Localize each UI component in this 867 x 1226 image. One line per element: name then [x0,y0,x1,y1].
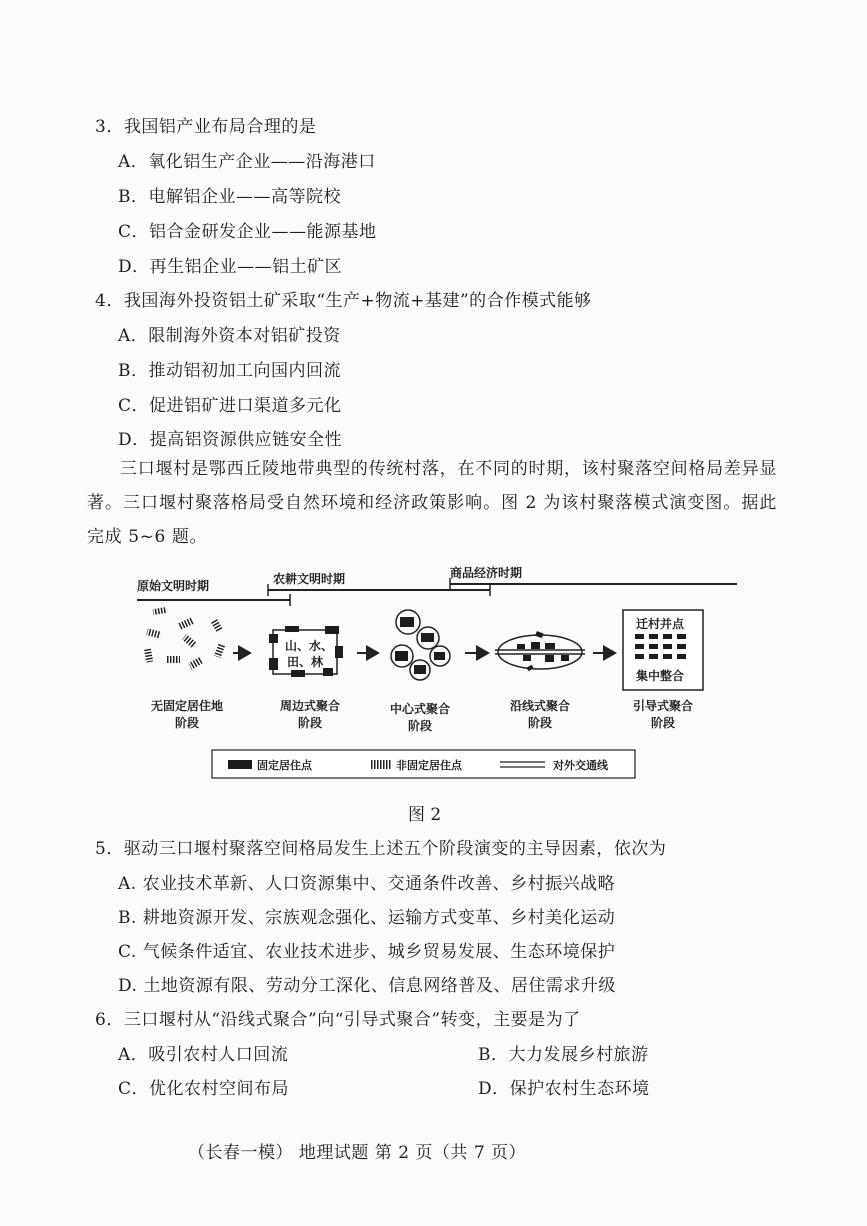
question-4-option-c: C．促进铝矿进口渠道多元化 [118,396,342,416]
question-5-stem: 5．驱动三口堰村聚落空间格局发生上述五个阶段演变的主导因素，依次为 [95,839,667,859]
question-4-option-d: D．提高铝资源供应链安全性 [118,430,343,450]
stage-4-linear-aggregation [495,631,585,671]
question-6-option-d: D．保护农村生态环境 [478,1079,650,1099]
page-footer: （长春一模） 地理试题 第 2 页（共 7 页） [188,1143,527,1163]
stage-5-label-line-1: 引导式聚合 [632,699,694,713]
center-label-line-2: 田、林 [287,655,324,669]
stage-2-perimeter-aggregation [269,626,343,677]
question-5-option-c: C. 气候条件适宜、农业技术进步、城乡贸易发展、生态环境保护 [118,942,616,962]
question-3-option-b: B．电解铝企业——高等院校 [118,187,341,207]
legend-nonfixed-swatch [370,760,392,769]
stage-5-label-line-2: 阶段 [650,716,676,730]
stage-3-label-line-2: 阶段 [407,719,433,733]
stage-2-label-line-1: 周边式聚合 [279,699,341,713]
stage-3-label-line-1: 中心式聚合 [389,702,451,716]
question-6-stem: 6．三口堰村从“沿线式聚合”向“引导式聚合”转变，主要是为了 [95,1010,581,1030]
figure-caption: 图 2 [408,805,442,825]
settlement-evolution-diagram [125,560,745,795]
stage-1-label-line-1: 无固定居住地 [150,699,224,713]
question-4-option-b: B．推动铝初加工向国内回流 [118,361,341,381]
stage-2-label-line-2: 阶段 [297,716,323,730]
question-6-option-a: A．吸引农村人口回流 [118,1045,289,1065]
question-4-stem: 4．我国海外投资铝土矿采取“生产+物流+基建”的合作模式能够 [95,291,592,311]
question-3-option-d: D．再生铝企业——铝土矿区 [118,257,343,277]
period-label-primitive: 原始文明时期 [137,579,210,593]
question-5-option-a: A. 农业技术革新、人口资源集中、交通条件改善、乡村振兴战略 [118,874,616,894]
box-label-bottom: 集中整合 [636,669,685,683]
material-paragraph: 三口堰村是鄂西丘陵地带典型的传统村落，在不同的时期，该村聚落空间格局差异显著。三口堰村聚落格局受自然环境和经济政策影响。图 2 为该村聚落模式演变图。据此完成 5~6 题。 [87,459,777,547]
stage-4-label-line-1: 沿线式聚合 [509,699,571,713]
legend-fixed-label: 固定居住点 [257,759,312,772]
period-label-commodity: 商品经济时期 [450,566,523,580]
question-6-option-b: B．大力发展乡村旅游 [478,1045,649,1065]
stage-4-label-line-2: 阶段 [527,716,553,730]
legend-transport-label: 对外交通线 [553,759,608,772]
question-6-option-c: C．优化农村空间布局 [118,1079,290,1099]
figure-2 [125,560,745,820]
stage-1-scattered-dwellings [144,607,225,670]
period-label-farming: 农耕文明时期 [273,572,346,586]
question-3-option-a: A．氧化铝生产企业——沿海港口 [118,152,376,172]
legend-nonfixed-label: 非固定居住点 [396,759,462,772]
center-label-line-1: 山、水、 [285,639,334,653]
question-5-option-b: B. 耕地资源开发、宗族观念强化、运输方式变革、乡村美化运动 [118,908,616,928]
question-5-option-d: D. 土地资源有限、劳动分工深化、信息网络普及、居住需求升级 [118,976,616,996]
legend-fixed-swatch [228,760,252,769]
question-3-stem: 3．我国铝产业布局合理的是 [95,117,317,137]
box-label-top: 迁村并点 [636,617,685,631]
stage-5-guided-aggregation [623,610,703,690]
question-4-option-a: A．限制海外资本对铝矿投资 [118,326,341,346]
question-3-option-c: C．铝合金研发企业——能源基地 [118,222,377,242]
stage-3-centered-aggregation [391,610,450,680]
stage-1-label-line-2: 阶段 [174,716,200,730]
figure-legend [212,750,635,778]
